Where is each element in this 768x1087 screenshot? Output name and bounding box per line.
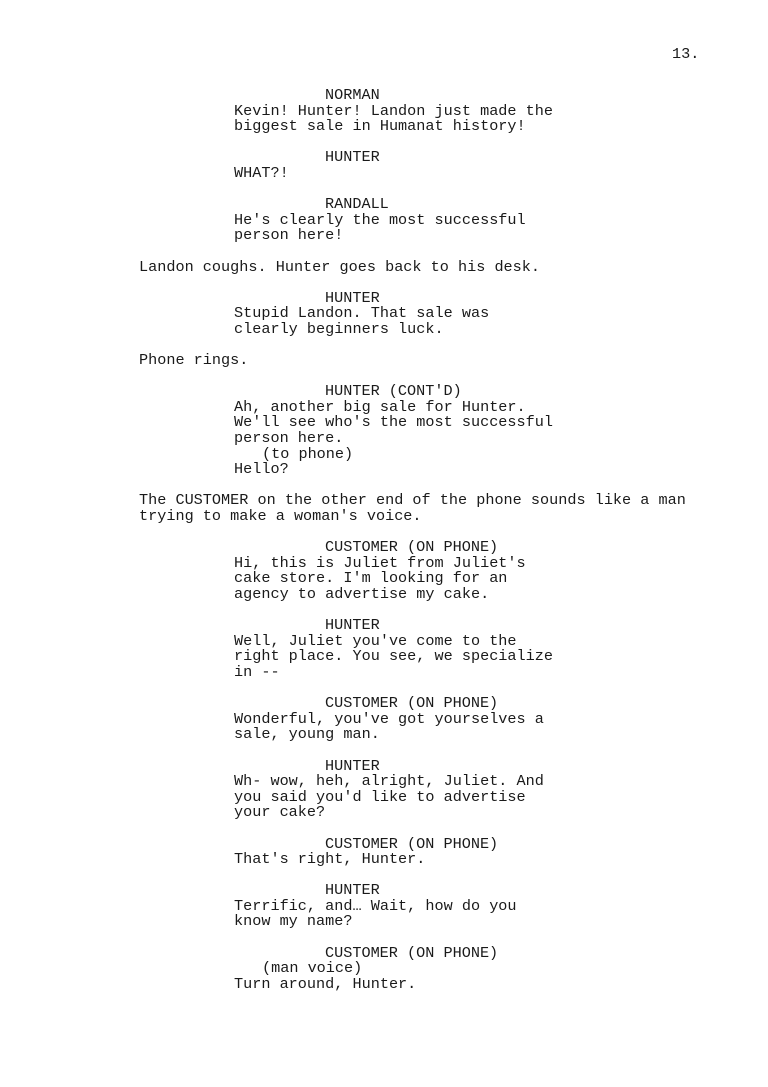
character-name: CUSTOMER (ON PHONE) [325, 834, 499, 853]
blank-line [139, 743, 709, 759]
action-line: The CUSTOMER on the other end of the phone sounds like a man [139, 491, 686, 510]
dialogue-line: you said you'd like to advertise [234, 787, 526, 806]
character-name: CUSTOMER (ON PHONE) [325, 694, 499, 713]
dialogue-line: Hi, this is Juliet from Juliet's [234, 553, 526, 572]
blank-line [139, 135, 709, 151]
dialogue-line: We'll see who's the most successful [234, 413, 553, 432]
dialogue-line: Well, Juliet you've come to the [234, 631, 517, 650]
dialogue-line: Kevin! Hunter! Landon just made the [234, 101, 553, 120]
page-number: 13. [672, 45, 700, 63]
dialogue-line: That's right, Hunter. [234, 850, 426, 869]
action-line: Landon coughs. Hunter goes back to his desk. [139, 257, 541, 276]
parenthetical: (to phone) [262, 444, 354, 463]
dialogue-line: Wh- wow, heh, alright, Juliet. And [234, 772, 544, 791]
blank-line [139, 868, 709, 884]
dialogue-line: right place. You see, we specialize [234, 647, 553, 666]
character-name: HUNTER [325, 148, 380, 167]
character-name: CUSTOMER (ON PHONE) [325, 538, 499, 557]
dialogue-line: Stupid Landon. That sale was [234, 304, 490, 323]
blank-line [139, 182, 709, 198]
parenthetical: (man voice) [262, 959, 363, 978]
dialogue-line: biggest sale in Humanat history! [234, 117, 526, 136]
action-line: Phone rings. [139, 351, 249, 370]
dialogue-line: cake store. I'm looking for an [234, 569, 508, 588]
character-name: HUNTER (CONT'D) [325, 382, 462, 401]
dialogue-line: Ah, another big sale for Hunter. [234, 397, 526, 416]
blank-line [139, 275, 709, 291]
character-name: HUNTER [325, 756, 380, 775]
character-name: HUNTER [325, 881, 380, 900]
action-line: trying to make a woman's voice. [139, 507, 422, 526]
dialogue-line: sale, young man. [234, 725, 380, 744]
dialogue-line: He's clearly the most successful [234, 210, 526, 229]
dialogue-line: your cake? [234, 803, 326, 822]
character-name: RANDALL [325, 195, 389, 214]
screenplay-body [139, 88, 709, 992]
dialogue-line: Hello? [234, 460, 289, 479]
dialogue-line: person here! [234, 226, 344, 245]
dialogue-line: Terrific, and… Wait, how do you [234, 896, 517, 915]
character-name: CUSTOMER (ON PHONE) [325, 943, 499, 962]
dialogue-line: know my name? [234, 912, 353, 931]
dialogue-line: WHAT?! [234, 163, 289, 182]
character-name: HUNTER [325, 616, 380, 635]
dialogue-line: Wonderful, you've got yourselves a [234, 709, 544, 728]
dialogue-line: agency to advertise my cake. [234, 585, 490, 603]
character-name: NORMAN [325, 86, 380, 104]
dialogue-line: Turn around, Hunter. [234, 974, 417, 993]
dialogue-line: person here. [234, 429, 344, 448]
blank-line [139, 603, 709, 619]
character-name: HUNTER [325, 288, 380, 307]
dialogue-line: clearly beginners luck. [234, 319, 444, 338]
dialogue-line: in -- [234, 662, 280, 681]
